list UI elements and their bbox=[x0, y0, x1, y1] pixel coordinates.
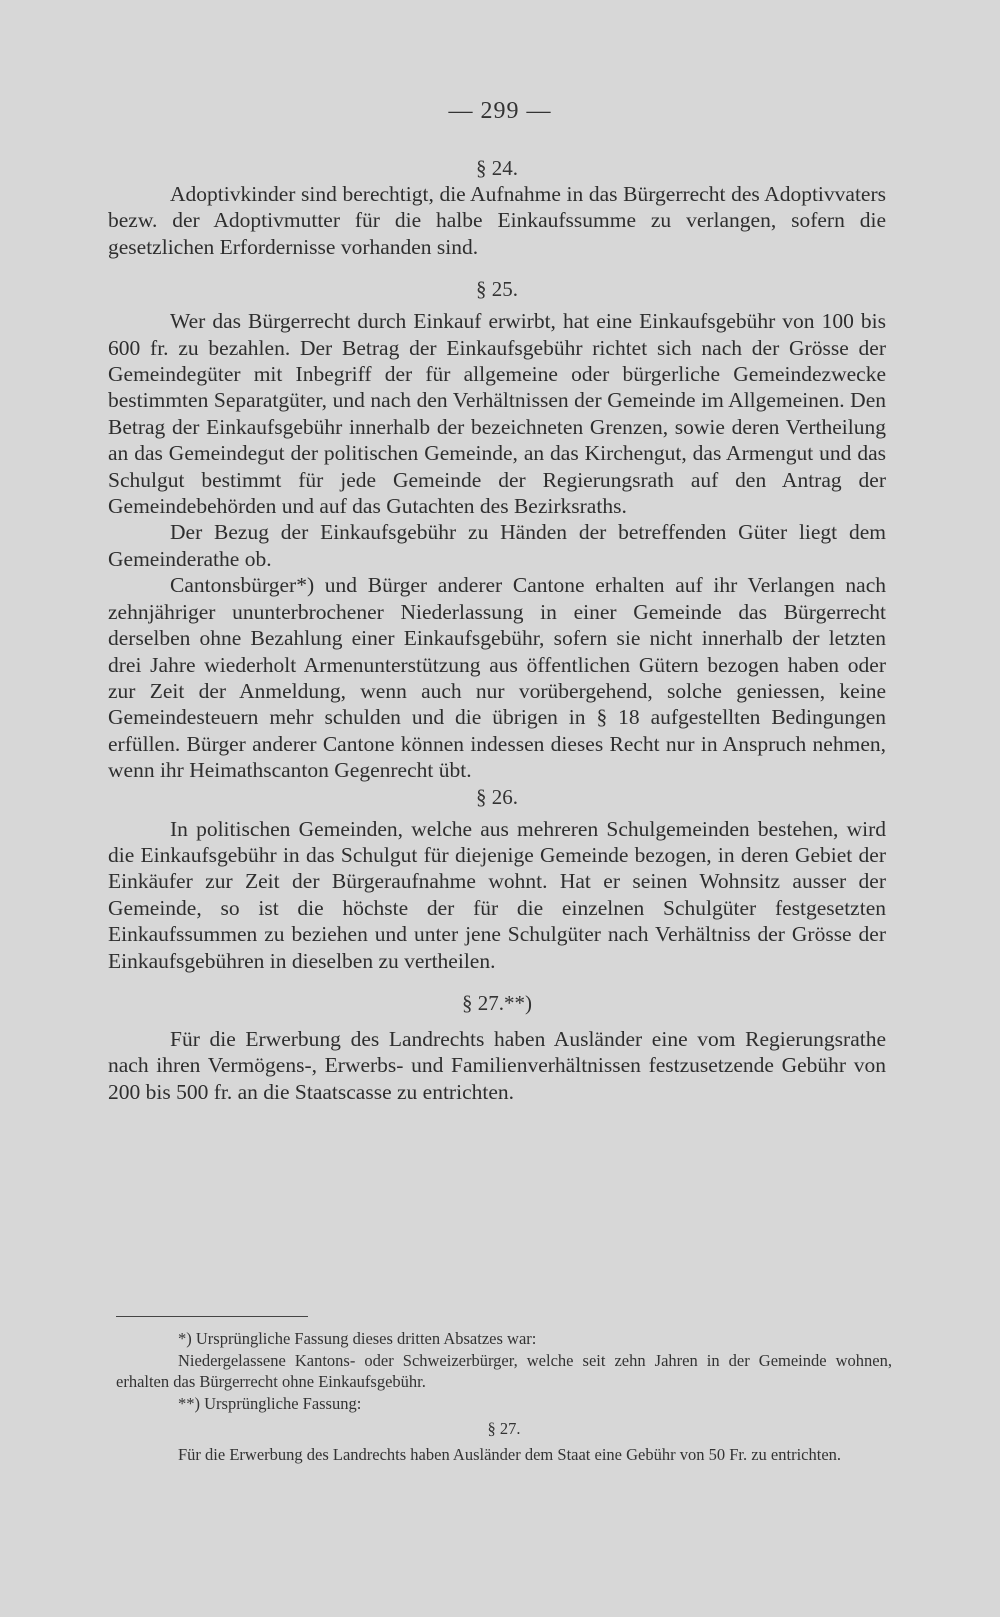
section-heading-24: § 24. bbox=[476, 156, 518, 180]
footnote-divider bbox=[116, 1316, 308, 1317]
footnote-1-text: Niedergelassene Kantons- oder Schweizerbürger, welche seit zehn Jahren in der Gemeinde wohnen, erhalten das Bürgerrecht ohne Einkaufsgebühr. bbox=[116, 1350, 892, 1391]
section-heading-26: § 26. bbox=[476, 784, 518, 809]
paragraph-27-1: Für die Erwerbung des Landrechts haben Ausländer eine vom Regierungsrathe nach ihren Vermögens-, Erwerbs- und Familienverhältnissen festzusetzende Gebühr von 200 bis 500 fr. an die Staatscasse zu entrichten. bbox=[108, 1026, 886, 1104]
paragraph-25-1: Wer das Bürgerrecht durch Einkauf erwirbt, hat eine Einkaufsgebühr von 100 bis 600 fr. zu bezahlen. Der Betrag der Einkaufsgebühr richtet sich nach der Grösse der Gemeindegüter mit Inbegriff der für allgemeine oder bürgerliche Gemeindezwecke bestimmten Separatgüter, und nach den Verhältnissen der Gemeinde im Allgemeinen. Den Betrag der Einkaufsgebühr innerhalb der bezeichneten Grenzen, sowie deren Vertheilung an das Gemeindegut der politischen Gemeinde, an das Kirchengut, das Armengut und das Schulgut bestimmt für jede Gemeinde der Regierungsrath auf den Antrag der Gemeindebehörden und auf das Gutachten des Bezirksraths. bbox=[108, 309, 886, 519]
paragraph-25-2: Der Bezug der Einkaufsgebühr zu Händen der betreffenden Güter liegt dem Gemeinderathe ob. bbox=[108, 520, 886, 571]
footnote-1-label: *) Ursprüngliche Fassung dieses dritten Absatzes war: bbox=[178, 1329, 537, 1348]
paragraph-25-3: Cantonsbürger*) und Bürger anderer Cantone erhalten auf ihr Verlangen nach zehnjähriger ununterbrochener Niederlassung in einer Gemeinde das Bürgerrecht derselben ohne Bezahlung einer Einkaufsgebühr, sofern sie nicht innerhalb der letzten drei Jahre wiederholt Armenunterstützung aus öffentlichen Gütern bezogen haben oder zur Zeit der Anmeldung, wenn auch nur vorübergehend, solche geniessen, keine Gemeindesteuern mehr schulden und die übrigen in § 18 aufgestellten Bedingungen erfüllen. Bürger anderer Cantone können indessen dieses Recht nur in Anspruch nehmen, wenn ihr Heimathscanton Gegenrecht übt. bbox=[108, 573, 886, 783]
page-number: — 299 — bbox=[448, 98, 552, 124]
footnote-2-heading: § 27. bbox=[487, 1419, 521, 1438]
section-heading-25: § 25. bbox=[476, 277, 518, 302]
footnote-2-label: **) Ursprüngliche Fassung: bbox=[178, 1393, 362, 1413]
section-heading-27: § 27.**) bbox=[462, 990, 532, 1015]
paragraph-24-1: Adoptivkinder sind berechtigt, die Aufnahme in das Bürgerrecht des Adoptivvaters bezw. der Adoptivmutter für die halbe Einkaufssumme zu verlangen, sofern die gesetzlichen Erfordernisse vorhanden sind. bbox=[108, 182, 886, 259]
main-text bbox=[108, 155, 886, 1105]
footnotes bbox=[116, 1328, 892, 1465]
footnote-2-text: Für die Erwerbung des Landrechts haben Ausländer dem Staat eine Gebühr von 50 Fr. zu entrichten. bbox=[178, 1444, 842, 1464]
paragraph-26-1: In politischen Gemeinden, welche aus mehreren Schulgemeinden bestehen, wird die Einkaufsgebühr in das Schulgut für diejenige Gemeinde bezogen, in deren Gebiet der Einkäufer zur Zeit der Bürgeraufnahme wohnt. Hat er seinen Wohnsitz ausser der Gemeinde, so ist die höchste der für die einzelnen Schulgüter festgesetzten Einkaufssummen zu beziehen und unter jene Schulgüter nach Verhältniss der Grösse der Einkaufsgebühren in dieselben zu vertheilen. bbox=[108, 816, 886, 973]
